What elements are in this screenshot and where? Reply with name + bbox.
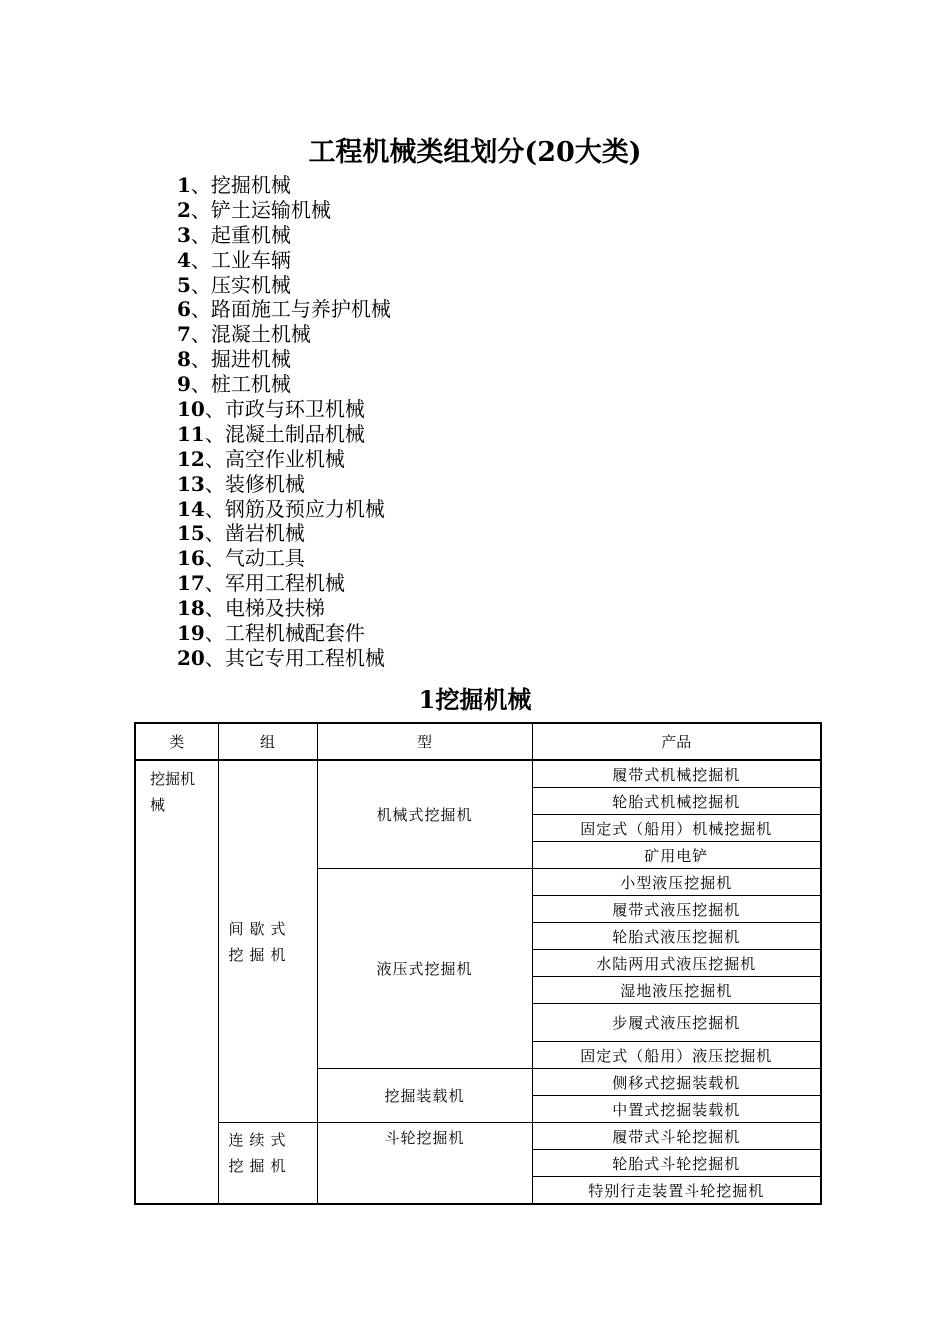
- list-item: [177, 273, 391, 298]
- item-number: 9: [177, 372, 191, 397]
- item-number: 2: [177, 197, 191, 222]
- product-cell: 矿用电铲: [532, 842, 821, 869]
- item-number: 13: [177, 471, 205, 496]
- item-label: 、钢筋及预应力机械: [204, 496, 385, 521]
- item-label: 、掘进机械: [190, 347, 291, 372]
- item-label: 、电梯及扶梯: [204, 596, 325, 621]
- item-number: 19: [177, 621, 205, 646]
- product-cell: 固定式（船用）机械挖掘机: [532, 815, 821, 842]
- header-zu: 组: [218, 723, 317, 760]
- product-cell: 履带式斗轮挖掘机: [532, 1123, 821, 1150]
- list-item: [177, 322, 391, 347]
- list-item: [177, 472, 391, 497]
- item-number: 10: [177, 397, 205, 422]
- item-label: 、军用工程机械: [204, 571, 345, 596]
- list-item: [177, 497, 391, 522]
- item-label: 、挖掘机械: [190, 173, 291, 197]
- product-cell: 水陆两用式液压挖掘机: [532, 950, 821, 977]
- list-item: [177, 297, 391, 322]
- item-number: 1: [177, 173, 191, 197]
- product-cell: 步履式液压挖掘机: [532, 1004, 821, 1042]
- list-item: [177, 646, 391, 671]
- product-cell: 履带式液压挖掘机: [532, 896, 821, 923]
- list-item: [177, 198, 391, 223]
- zu-cell: 间歇式挖掘机: [218, 760, 317, 1123]
- item-label: 、混凝土制品机械: [204, 421, 365, 446]
- classification-table: [134, 722, 822, 1205]
- item-label: 、其它专用工程机械: [204, 645, 385, 670]
- item-label: 、工程机械配套件: [204, 621, 365, 646]
- item-label: 、压实机械: [190, 272, 291, 297]
- list-item: [177, 521, 391, 546]
- xing-cell: 机械式挖掘机: [317, 760, 532, 869]
- xing-cell: 液压式挖掘机: [317, 869, 532, 1069]
- list-item: [177, 447, 391, 472]
- item-number: 5: [177, 272, 191, 297]
- item-number: 8: [177, 347, 191, 372]
- item-number: 14: [177, 496, 205, 521]
- item-number: 15: [177, 521, 205, 546]
- product-cell: 轮胎式机械挖掘机: [532, 788, 821, 815]
- table-row: [135, 760, 821, 788]
- category-list: [177, 173, 391, 671]
- item-number: 20: [177, 645, 205, 670]
- item-label: 、路面施工与养护机械: [190, 297, 391, 322]
- list-item: [177, 347, 391, 372]
- item-number: 6: [177, 297, 191, 322]
- product-cell: 小型液压挖掘机: [532, 869, 821, 896]
- product-cell: 中置式挖掘装载机: [532, 1096, 821, 1123]
- header-xing: 型: [317, 723, 532, 760]
- item-number: 18: [177, 596, 205, 621]
- list-item: [177, 397, 391, 422]
- item-label: 、铲土运输机械: [190, 197, 331, 222]
- list-item: [177, 546, 391, 571]
- product-cell: 固定式（船用）液压挖掘机: [532, 1042, 821, 1069]
- product-cell: 侧移式挖掘装载机: [532, 1069, 821, 1096]
- item-number: 12: [177, 446, 205, 471]
- table-row: [135, 1123, 821, 1150]
- product-cell: 特别行走装置斗轮挖掘机: [532, 1177, 821, 1205]
- list-item: [177, 422, 391, 447]
- product-cell: 轮胎式斗轮挖掘机: [532, 1150, 821, 1177]
- product-cell: 履带式机械挖掘机: [532, 760, 821, 788]
- item-label: 、混凝土机械: [190, 322, 311, 347]
- item-number: 17: [177, 571, 205, 596]
- item-label: 、凿岩机械: [204, 521, 305, 546]
- item-label: 、市政与环卫机械: [204, 397, 365, 422]
- item-number: 11: [177, 421, 205, 446]
- header-lei: 类: [135, 723, 218, 760]
- page-title: 工程机械类组划分(20大类): [308, 137, 642, 168]
- item-label: 、桩工机械: [190, 372, 291, 397]
- item-label: 、工业车辆: [190, 247, 291, 272]
- list-item: [177, 596, 391, 621]
- item-number: 16: [177, 546, 205, 571]
- product-cell: 轮胎式液压挖掘机: [532, 923, 821, 950]
- zu-cell: 连续式挖掘机: [218, 1123, 317, 1205]
- lei-cell: 挖掘机械: [135, 760, 218, 1204]
- table-header-row: [135, 723, 821, 760]
- list-item: [177, 372, 391, 397]
- item-number: 4: [177, 247, 191, 272]
- item-label: 、高空作业机械: [204, 446, 345, 471]
- item-number: 3: [177, 222, 191, 247]
- header-product: 产品: [532, 723, 821, 760]
- list-item: [177, 571, 391, 596]
- list-item: [177, 173, 391, 198]
- section-title: 1挖掘机械: [418, 685, 532, 714]
- item-label: 、装修机械: [204, 471, 305, 496]
- item-label: 、气动工具: [204, 546, 305, 571]
- list-item: [177, 621, 391, 646]
- list-item: [177, 223, 391, 248]
- item-number: 7: [177, 322, 191, 347]
- product-cell: 湿地液压挖掘机: [532, 977, 821, 1004]
- item-label: 、起重机械: [190, 222, 291, 247]
- list-item: [177, 248, 391, 273]
- xing-cell: 斗轮挖掘机: [317, 1123, 532, 1205]
- xing-cell: 挖掘装载机: [317, 1069, 532, 1123]
